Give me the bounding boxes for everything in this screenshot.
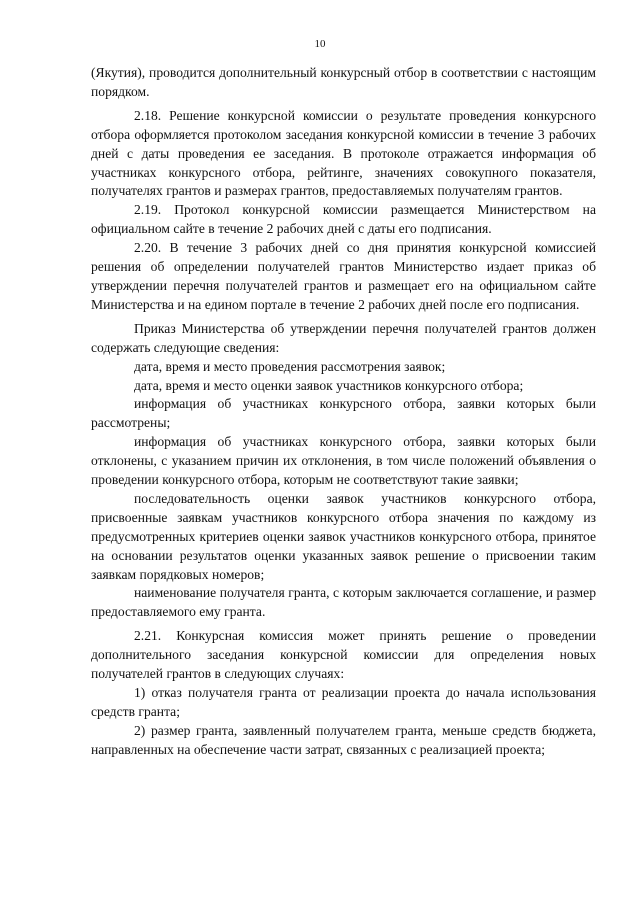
list-item-review-date: дата, время и место проведения рассмотрения заявок; [134,358,446,374]
list-item-case-1: 1) отказ получателя гранта от реализации проекта до начала использования средств гранта; [91,685,596,719]
paragraph-2-18: 2.18. Решение конкурсной комиссии о результате проведения конкурсного отбора оформляется протоколом заседания конкурсной комиссии в течение 3 рабочих дней с даты проведения ее заседания. В протоколе отражается информация об участниках конкурсного отбора, рейтинге, значениях совокупного показателя, получателях грантов и размерах грантов, предоставляемых получателям грантов. [91,107,596,199]
list-item-rejected-participants: информация об участниках конкурсного отбора, заявки которых были отклонены, с указанием причин их отклонения, в том числе положений объявления о проведении конкурсного отбора, которым не соответствуют такие заявки; [91,434,596,488]
list-item-case-2: 2) размер гранта, заявленный получателем гранта, меньше средств бюджета, направленных на обеспечение части затрат, связанных с реализацией проекта; [91,722,596,757]
paragraph-order-contents: Приказ Министерства об утверждении перечня получателей грантов должен содержать следующие сведения: [91,320,596,355]
page-number: 10 [314,38,326,50]
list-item-reviewed-participants: информация об участниках конкурсного отбора, заявки которых были рассмотрены; [91,396,596,431]
paragraph-continuation: (Якутия), проводится дополнительный конкурсный отбор в соответствии с настоящим порядком. [91,65,596,99]
paragraph-2-19: 2.19. Протокол конкурсной комиссии размещается Министерством на официальном сайте в течение 2 рабочих дней с даты его подписания. [91,202,596,237]
paragraph-2-20: 2.20. В течение 3 рабочих дней со дня принятия конкурсной комиссией решения об определении получателей грантов Министерство издает приказ об утверждении перечня получателей грантов и размещает его на официальном сайте Министерства и на едином портале в течение 2 рабочих дней после его подписания. [91,240,596,312]
document-body [91,64,596,760]
paragraph-2-21: 2.21. Конкурсная комиссия может принять решение о проведении дополнительного заседания конкурсной комиссии для определения новых получателей грантов в следующих случаях: [91,628,596,682]
list-item-recipient-name: наименование получателя гранта, с которым заключается соглашение, и размер предоставляемого ему гранта. [91,585,596,620]
list-item-evaluation-date: дата, время и место оценки заявок участников конкурсного отбора; [134,377,524,393]
list-item-evaluation-sequence: последовательность оценки заявок участников конкурсного отбора, присвоенные заявкам участников конкурсного отбора значения по каждому из предусмотренных критериев оценки заявок участников конкурсного отбора, принятое на основании результатов оценки указанных заявок решение о присвоении таким заявкам порядковых номеров; [91,490,596,582]
